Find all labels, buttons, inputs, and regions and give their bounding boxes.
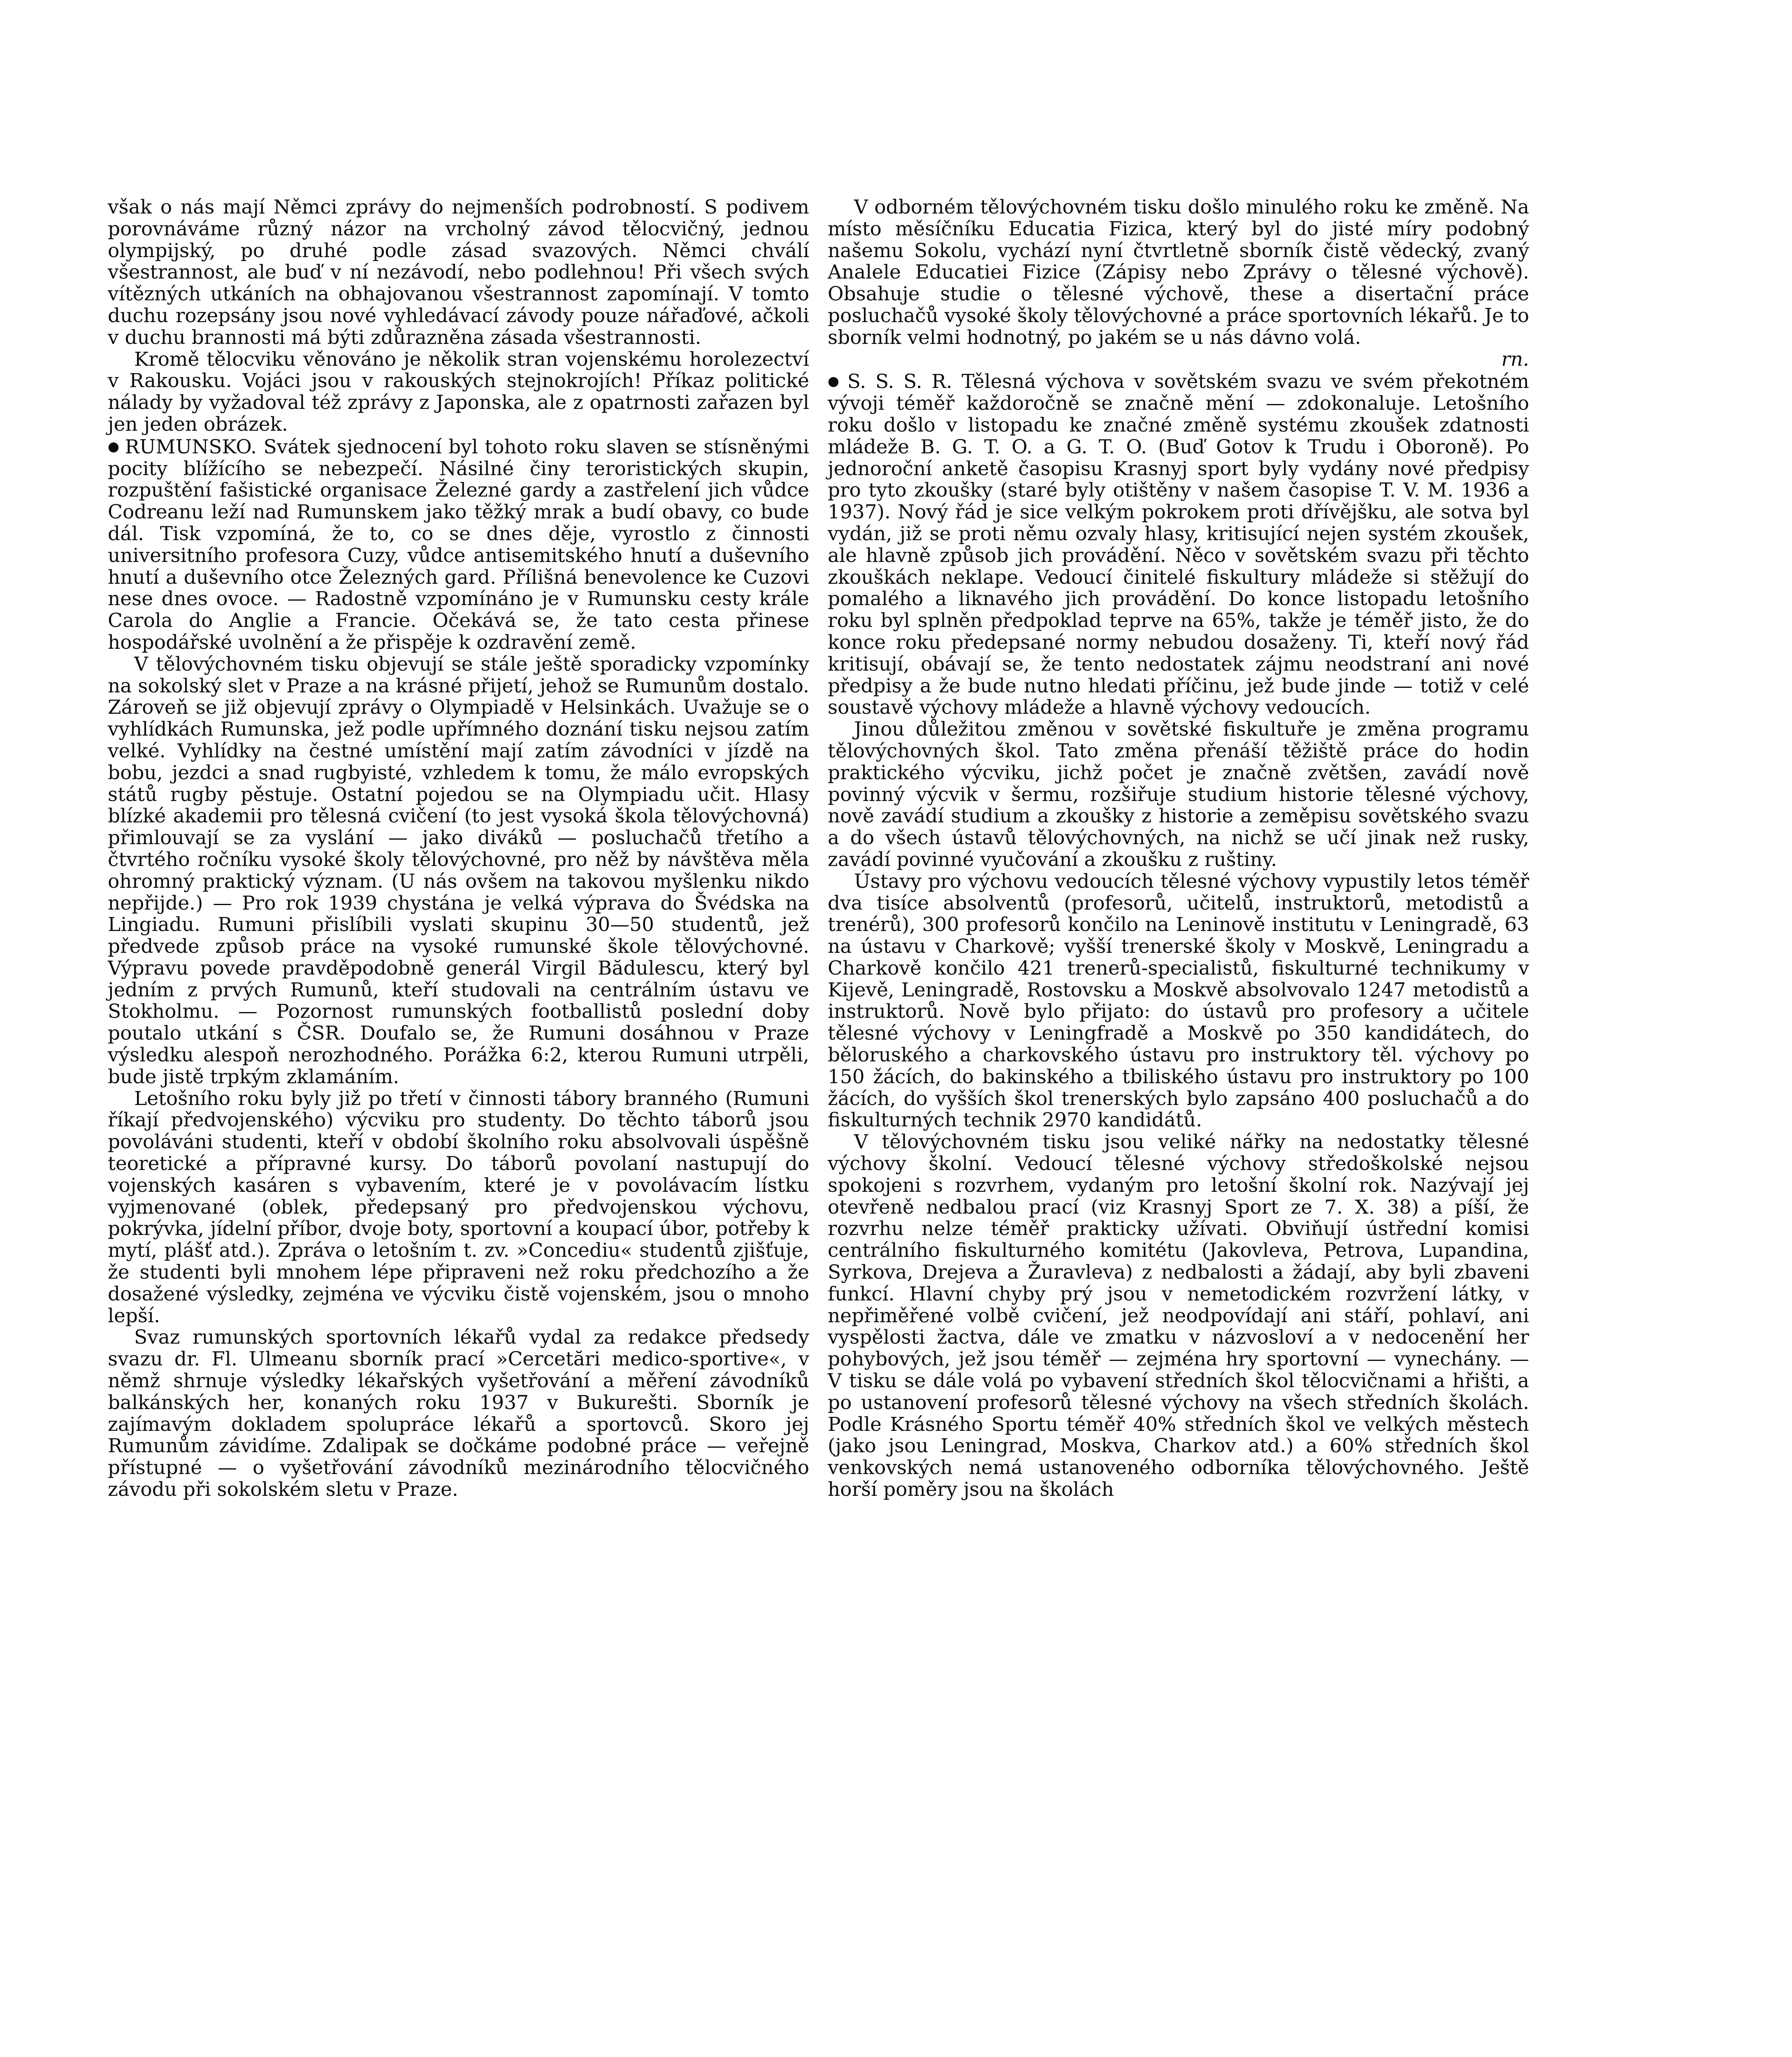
- author-signature: rn.: [1501, 348, 1529, 371]
- left-paragraph-6: Svaz rumunských sportovních lékařů vydal za redakce předsedy svazu dr. Fl. Ulmeanu sborník prací »Cercetări medico-sportive«, v němž shrnuje výsledky lékařských vyšetřování a měření závodníků balkánských her, konaných roku 1937 v Bukurešti. Sborník je zajímavým dokladem spolupráce lékařů a sportovců. Skoro jej Rumunům závidíme. Zdalipak se dočkáme podobné práce — veřejně přístupné — o vyšetřování závodníků mezinárodního tělocvičného závodu při sokolském sletu v Praze.: [108, 1326, 809, 1501]
- right-paragraph-3: Jinou důležitou změnou v sovětské fiskultuře je změna programu tělovýchovných škol. Tato změna přenáší těžiště práce do hodin praktického výcviku, jichž počet je značně zvětšen, zavádí nově povinný výcvik v šermu, rozšiřuje studium historie tělesné výchovy, nově zavádí studium a zkoušky z historie a zeměpisu sovětského svazu a do všech ústavů tělovýchovných, na nichž se učí jinak než rusky, zavádí povinné vyučování a zkoušku z ruštiny.: [828, 718, 1529, 871]
- left-paragraph-3: [108, 436, 809, 654]
- bullet-icon: ●: [828, 373, 843, 389]
- left-paragraph-1: však o nás mají Němci zprávy do nejmenších podrobností. S podivem porovnáváme různý názor na vrcholný závod tělocvičný, jednou olympijský, po druhé podle zásad svazových. Němci chválí všestrannost, ale buď v ní nezávodí, nebo podlehnou! Při všech svých vítězných utkáních na obhajovanou všestrannost zapomínají. V tomto duchu rozepsány jsou nové vyhledávací závody pouze nářaďové, ačkoli v duchu brannosti má býti zdůrazněna zásada všestrannosti.: [108, 196, 809, 349]
- right-paragraph-2: [828, 370, 1529, 719]
- left-paragraph-5: Letošního roku byly již po třetí v činnosti tábory branného (Rumuni říkají předvojenského) výcviku pro studenty. Do těchto táborů jsou povoláváni studenti, kteří v období školního roku absolvovali úspěšně teoretické a přípravné kursy. Do táborů povolaní nastupují do vojenských kasáren s vybavením, které je v povolávacím lístku vyjmenované (oblek, předepsaný pro předvojenskou výchovu, pokrývka, jídelní příbor, dvoje boty, sportovní a koupací úbor, potřeby k mytí, plášť atd.). Zpráva o letošním t. zv. »Concediu« studentů zjišťuje, že studenti byli mnohem lépe připraveni než roku předchozího a že dosažené výsledky, zejména ve výcviku čistě vojenském, jsou o mnoho lepší.: [108, 1087, 809, 1327]
- bullet-icon: ●: [108, 438, 120, 454]
- right-paragraph-4: Ústavy pro výchovu vedoucích tělesné výchovy vypustily letos téměř dva tisíce absolventů (profesorů, učitelů, instruktorů, metodistů a trenérů), 300 profesorů končilo na Leninově institutu v Leningradě, 63 na ústavu v Charkově; vyšší trenerské školy v Moskvě, Leningradu a Charkově končilo 421 trenerů-specialistů, fiskulturné technikumy v Kijevě, Leningradě, Rostovsku a Moskvě absolvovalo 1247 metodistů a instruktorů. Nově bylo přijato: do ústavů pro profesory a učitele tělesné výchovy v Leningfradě a Moskvě po 350 kandidátech, do běloruského a charkovského ústavu pro instruktory těl. výchovy po 150 žácích, do bakinského a tbiliského ústavu pro instruktory po 100 žácích, do vyšších škol trenerských bylo zapsáno 400 posluchačů a do fiskulturných technik 2970 kandidátů.: [828, 870, 1529, 1132]
- right-paragraph-5: V tělovýchovném tisku jsou veliké nářky na nedostatky tělesné výchovy školní. Vedoucí tělesné výchovy středoškolské nejsou spokojeni s rozvrhem, vydaným pro letošní školní rok. Nazývají jej otevřeně nedbalou prací (viz Krasnyj Sport ze 7. X. 38) a píší, že rozvrhu nelze téměř prakticky užívati. Obviňují ústřední komisi centrálního fiskulturného komitétu (Jakovleva, Petrova, Lupandina, Syrkova, Drejeva a Žuravleva) z nedbalosti a žádají, aby byli zbaveni funkcí. Hlavní chyby prý jsou v nemetodickém rozvržení látky, v nepřiměřené volbě cvičení, jež neodpovídají ani stáří, pohlaví, ani vyspělosti žactva, dále ve zmatku v názvosloví a v nedocenění her pohybových, jež jsou téměř — zejména hry sportovní — vynechány. — V tisku se dále volá po vybavení středních škol tělocvičnami a hřišti, a po ustanovení profesorů tělesné výchovy na všech středních školách. Podle Krásného Sportu téměř 40% středních škol ve velkých městech (jako jsou Leningrad, Moskva, Charkov atd.) a 60% středních škol venkovských nemá ustanoveného odborníka tělovýchovného. Ještě horší poměry jsou na školách: [828, 1131, 1529, 1501]
- right-paragraph-2-text: S. S. S. R. Tělesná výchova v sovětském svazu ve svém překotném vývoji téměř každoročně se značně mění — zdokonaluje. Letošního roku došlo v listopadu ke značné změně systému zkoušek zdatnosti mládeže B. G. T. O. a G. T. O. (Buď Gotov k Trudu i Oboroně). Po jednoroční anketě časopisu Krasnyj sport byly vydány nové předpisy pro tyto zkoušky (staré byly otištěny v našem časopise T. V. M. 1936 a 1937). Nový řád je sice velkým pokrokem proti dřívějšku, ale sotva byl vydán, již se proti němu ozvaly hlasy, kritisující nejen systém zkoušek, ale hlavně způsob jich provádění. Něco v sovětském svazu při těchto zkouškách neklape. Vedoucí činitelé fiskultury mládeže si stěžují do pomalého a liknavého jich provádění. Do konce listopadu letošního roku byl splněn předpoklad teprve na 65%, takže je téměř jisto, že do konce roku předepsané normy nebudou dosaženy. Ti, kteří nový řád kritisují, obávají se, že tento nedostatek zájmu neodstraní ani nové předpisy a že bude nutno hledati příčinu, jež bude jinde — totiž v celé soustavě výchovy mládeže a hlavně výchovy vedoucích.: [828, 370, 1529, 719]
- left-column: [108, 197, 809, 1501]
- left-paragraph-3-text: RUMUNSKO. Svátek sjednocení byl tohoto roku slaven se stísněnými pocity blížícího se nebezpečí. Násilné činy teroristických skupin, rozpuštění fašistické organisace Železné gardy a zastřelení jich vůdce Codreanu leží nad Rumunskem jako těžký mrak a budí obavy, co bude dál. Tisk vzpomíná, že to, co se dnes děje, vyrostlo z činnosti universitního profesora Cuzy, vůdce antisemitského hnutí a duševního hnutí a duševního otce Železných gard. Přílišná benevolence ke Cuzovi nese dnes ovoce. — Radostně vzpomínáno je v Rumunsku cesty krále Carola do Anglie a Francie. Očekává se, že tato cesta přinese hospodářské uvolnění a že přispěje k ozdravění země.: [108, 435, 809, 654]
- left-paragraph-4: V tělovýchovném tisku objevují se stále ještě sporadicky vzpomínky na sokolský slet v Praze a na krásné přijetí, jehož se Rumunům dostalo. Zároveň se již objevují zprávy o Olympiadě v Helsinkách. Uvažuje se o vyhlídkách Rumunska, jež podle upřímného doznání tisku nejsou zatím velké. Vyhlídky na čestné umístění mají zatím závodníci v jízdě na bobu, jezdci a snad rugbyisté, vzhledem k tomu, že málo evropských států rugby pěstuje. Ostatní pojedou se na Olympiadu učit. Hlasy blízké akademii pro tělesná cvičení (to jest vysoká škola tělovýchovná) přimlouvají se za vyslání — jako diváků — posluchačů třetího a čtvrtého ročníku vysoké školy tělovýchovné, pro něž by návštěva měla ohromný praktický význam. (U nás ovšem na takovou myšlenku nikdo nepřijde.) — Pro rok 1939 chystána je velká výprava do Švédska na Lingiadu. Rumuni přislíbili vyslati skupinu 30—50 studentů, jež předvede způsob práce na vysoké rumunské škole tělovýchovné. Výpravu povede pravděpodobně generál Virgil Bădulescu, který byl jedním z prvých Rumunů, kteří studovali na centrálním ústavu ve Stokholmu. — Pozornost rumunských footballistů poslední doby poutalo utkání s ČSR. Doufalo se, že Rumuni dosáhnou v Praze výsledku alespoň nerozhodného. Porážka 6:2, kterou Rumuni utrpěli, bude jistě trpkým zklamáním.: [108, 652, 809, 1088]
- right-column: [828, 197, 1529, 1501]
- right-paragraph-1: V odborném tělovýchovném tisku došlo minulého roku ke změně. Na místo měsíčníku Educatia Fizica, který byl do jisté míry podobný našemu Sokolu, vychází nyní čtvrtletně sborník čistě vědecký, zvaný Analele Educatiei Fizice (Zápisy nebo Zprávy o tělesné výchově). Obsahuje studie o tělesné výchově, these a disertační práce posluchačů vysoké školy tělovýchovné a práce sportovních lékařů. Je to sborník velmi hodnotný, po jakém se u nás dávno volá.: [828, 196, 1529, 349]
- left-paragraph-2: Kromě tělocviku věnováno je několik stran vojenskému horolezectví v Rakousku. Vojáci jsou v rakouských stejnokrojích! Příkaz politické nálady by vyžadoval též zprávy z Japonska, ale z opatrnosti zařazen byl jen jeden obrázek.: [108, 348, 809, 436]
